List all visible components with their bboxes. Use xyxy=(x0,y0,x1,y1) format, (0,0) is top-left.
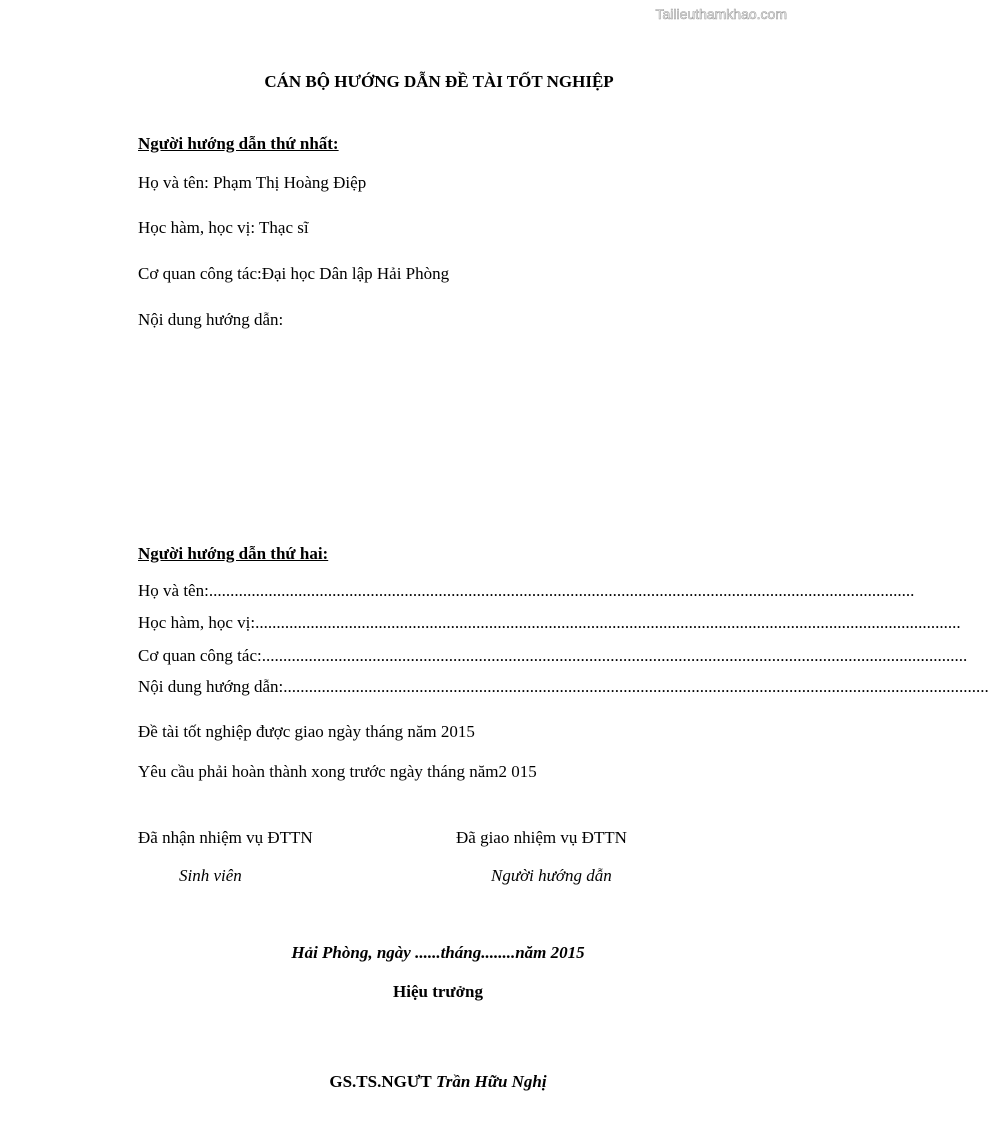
second-advisor-degree-label: Học hàm, học vị: xyxy=(138,613,256,632)
fill-in-dots: ...................................................................................................................................................................... xyxy=(208,581,915,600)
advisor-role: Người hướng dẫn xyxy=(491,866,612,885)
page-title: CÁN BỘ HƯỚNG DẪN ĐỀ TÀI TỐT NGHIỆP xyxy=(264,72,614,91)
rector-title: Hiệu trưởng xyxy=(393,982,483,1001)
fill-in-dots: ...................................................................................................................................................................... xyxy=(261,646,968,665)
assigned-date: Đề tài tốt nghiệp được giao ngày tháng năm 2015 xyxy=(138,722,475,741)
first-advisor-workplace: Cơ quan công tác:Đại học Dân lập Hải Phòng xyxy=(138,264,450,283)
watermark: Tailieuthamkhao.com xyxy=(655,6,787,22)
advisor-signature-title: Đã giao nhiệm vụ ĐTTN xyxy=(456,828,627,847)
second-advisor-workplace-field xyxy=(138,646,968,666)
first-advisor-name: Họ và tên: Phạm Thị Hoàng Điệp xyxy=(138,173,367,192)
rector-name: Trần Hữu Nghị xyxy=(435,1072,547,1091)
student-role: Sinh viên xyxy=(179,866,242,885)
fill-in-dots: ...................................................................................................................................................................... xyxy=(283,677,989,696)
rector-academic-title: GS.TS.NGƯT xyxy=(329,1072,432,1091)
second-advisor-workplace-label: Cơ quan công tác: xyxy=(138,646,262,665)
student-signature-title: Đã nhận nhiệm vụ ĐTTN xyxy=(138,828,313,847)
first-advisor-heading: Người hướng dẫn thứ nhất: xyxy=(138,134,339,153)
second-advisor-degree-field xyxy=(138,613,961,633)
second-advisor-content-label: Nội dung hướng dẫn: xyxy=(138,677,284,696)
second-advisor-content-field xyxy=(138,677,989,697)
second-advisor-name-field xyxy=(138,581,915,601)
fill-in-dots: ...................................................................................................................................................................... xyxy=(255,613,961,632)
first-advisor-degree: Học hàm, học vị: Thạc sĩ xyxy=(138,218,309,237)
deadline: Yêu cầu phải hoàn thành xong trước ngày tháng năm2 015 xyxy=(138,762,537,781)
place-date: Hải Phòng, ngày ......tháng........năm 2015 xyxy=(291,943,585,962)
first-advisor-content: Nội dung hướng dẫn: xyxy=(138,310,284,329)
rector-signature xyxy=(0,1072,876,1092)
second-advisor-name-label: Họ và tên: xyxy=(138,581,209,600)
second-advisor-heading: Người hướng dẫn thứ hai: xyxy=(138,544,329,563)
